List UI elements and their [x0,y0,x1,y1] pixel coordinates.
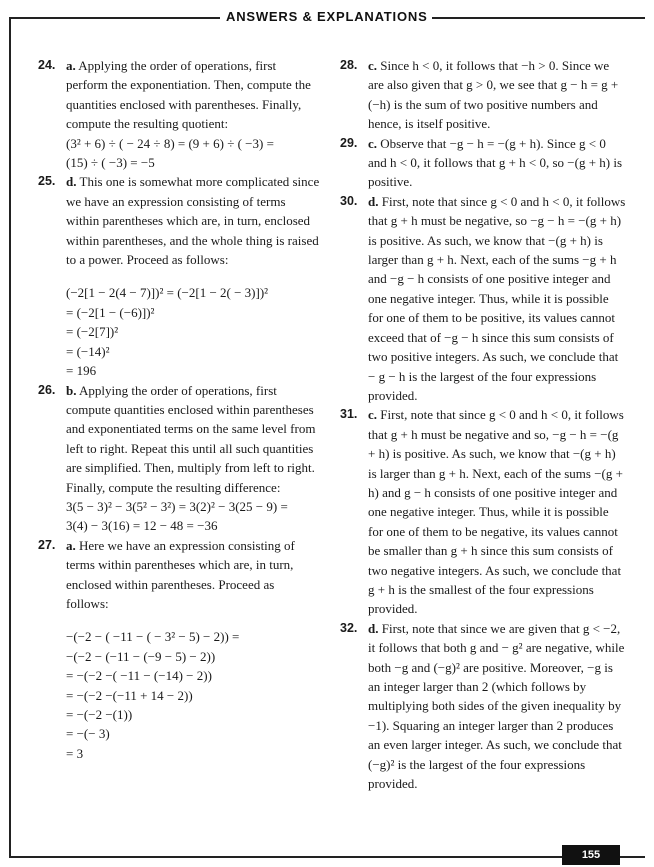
explanation-text: First, note that since we are given that g < −2, it follows that both g and − g² are negative, while both −g and (−g)² are positive. Moreover, −g is an integer larger than 2 (which follows by multiplying both sides of the given inequality by −1). Squaring an integer larger than 2 produces an even larger integer. As such, we conclude that (−g)² is the largest of the four expressions provided. [368,620,625,792]
page-header-title: ANSWERS & EXPLANATIONS [226,9,428,24]
math-line: = −(−2 −(−11 + 14 − 2)) [66,687,193,703]
footer-rule [9,856,645,858]
left-border [9,17,11,857]
answer-letter: d. [66,174,77,190]
math-line: 3(4) − 3(16) = 12 − 48 = −36 [66,518,218,534]
answer-25 [38,172,320,380]
math-steps [66,497,320,536]
math-steps [66,627,320,763]
answer-27 [38,536,320,763]
answer-letter: b. [66,382,77,398]
explanation-text: First, note that since g < 0 and h < 0, it follows that g + h must be negative and so, −g − h = −(g + h) is positive. As such, we know that −(g + h) is larger than g + h. Next, each of the sums −(g + h) and g − h consists of one positive integer and one negative integer. Thus, while it is possible for one of them to be negative, its values cannot be smaller than g + h since this sum consists of two negative integers. As such, we conclude that g + h is the smallest of the four expressions provided. [368,407,624,617]
answer-letter: c. [368,407,378,423]
explanation-text: Since h < 0, it follows that −h > 0. Since we are also given that g > 0, we see that g − h = g + (−h) is the sum of two positive numbers and hence, is itself positive. [368,58,619,132]
answer-30 [340,192,626,405]
answer-32 [340,619,626,794]
math-line: −(−2 − ( −11 − ( − 3² − 5) − 2)) = [66,629,240,645]
math-line: = −(−2 −( −11 − (−14) − 2)) [66,668,212,684]
question-number: 32. [340,620,358,635]
math-line: (15) ÷ ( −3) = −5 [66,155,155,171]
answer-letter: c. [368,58,378,73]
explanation-text: Applying the order of operations, first perform the exponentiation. Then, compute the quantities enclosed with parentheses. Finally, compute the resulting quotient: [66,58,311,132]
question-number: 29. [340,135,358,150]
math-steps [66,134,320,173]
question-number: 30. [340,193,358,208]
answer-29 [340,134,626,192]
math-steps [66,283,320,380]
math-line: = −(− 3) [66,726,110,742]
question-number: 31. [340,407,358,422]
math-line: = (−2[7])² [66,324,119,340]
question-number: 26. [38,382,56,397]
question-number: 27. [38,537,56,552]
question-number: 24. [38,58,56,72]
answer-28 [340,56,626,134]
math-line: = −(−2 −(1)) [66,707,133,722]
explanation-text: Applying the order of operations, first compute quantities enclosed within parentheses and exponentiated terms on the same level from left to right. Repeat this until all such quantities are simplified. Then, multiply from left to right. Finally, compute the resulting difference: [66,382,316,495]
math-line: (−2[1 − 2(4 − 7)])² = (−2[1 − 2( − 3)])² [66,285,269,301]
math-line: 3(5 − 3)² − 3(5² − 3²) = 3(2)² − 3(25 − 9) = [66,498,288,514]
header-rule-left [9,17,220,19]
page-number: 155 [562,845,620,865]
explanation-text: Observe that −g − h = −(g + h). Since g < 0 and h < 0, it follows that g + h < 0, so −(g + h) is positive. [368,135,623,190]
answer-24 [38,56,320,172]
question-number: 25. [38,174,56,189]
explanation-text: Here we have an expression consisting of terms within parentheses which are, in turn, enclosed within parentheses. Proceed as follows: [66,537,295,611]
math-line: = 196 [66,363,97,379]
answer-31 [340,405,626,618]
math-line: (3² + 6) ÷ ( − 24 ÷ 8) = (9 + 6) ÷ ( −3) = [66,135,274,151]
answer-26 [38,381,320,536]
answer-letter: d. [368,193,379,209]
right-column [340,56,626,793]
answer-letter: a. [66,537,76,553]
math-line: = 3 [66,745,84,761]
answer-letter: d. [368,620,379,636]
header-rule-right [432,17,645,19]
answer-letter: a. [66,58,76,73]
math-line: −(−2 − (−11 − (−9 − 5) − 2)) [66,648,216,664]
explanation-text: This one is somewhat more complicated since we have an expression consisting of terms within parentheses which are, in turn, enclosed within parentheses, and the whole thing is raised to a power. Proceed as follows: [66,174,320,268]
math-line: = (−14)² [66,343,110,359]
math-line: = (−2[1 − (−6)])² [66,304,155,320]
left-column [38,56,320,763]
explanation-text: First, note that since g < 0 and h < 0, it follows that g + h must be negative, so −g − h = −(g + h) is positive. As such, we know that −(g + h) is larger than g + h. Next, each of the sums −g + h and −g − h consists of one positive integer and one negative integer. Thus, while it is possible for one of them to be positive, its values cannot exceed that of −g − h since this sum consists of two positive integers. As such, we conclude that − g − h is the largest of the four expressions provided. [368,193,626,403]
answer-letter: c. [368,135,378,151]
question-number: 28. [340,58,358,72]
